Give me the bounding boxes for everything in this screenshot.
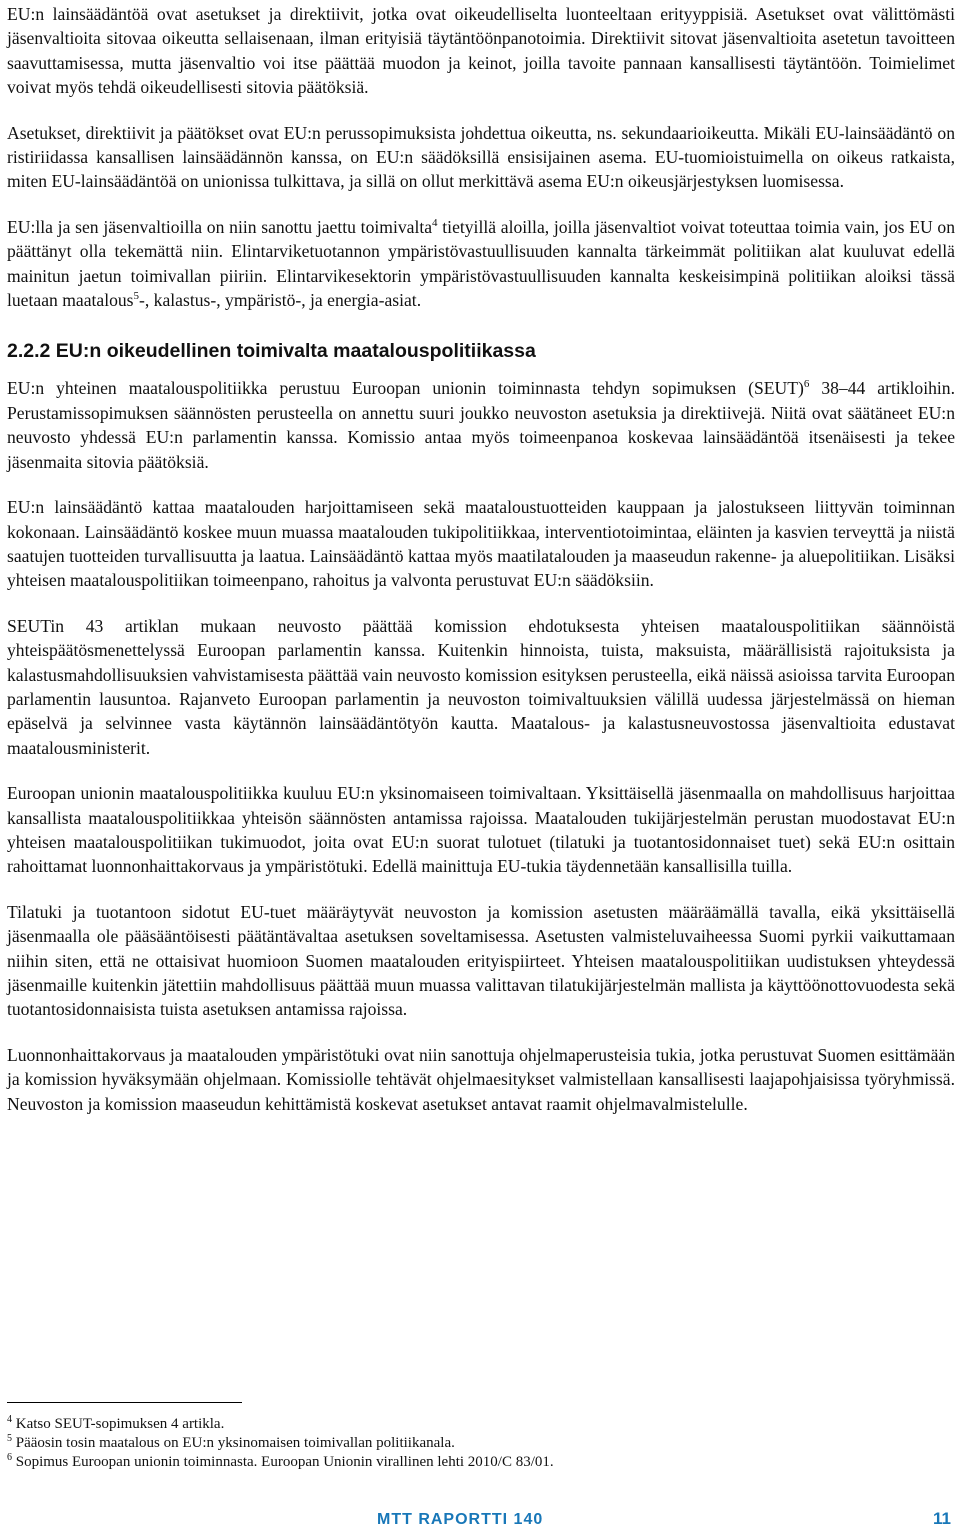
footnote-number: 4 [7, 1414, 12, 1425]
paragraph-exclusive-competence: Euroopan unionin maatalouspolitiikka kuuluu EU:n yksinomaiseen toimivaltaan. Yksittäisellä jäsenmaalla on mahdollisuus harjoittaa kansallista maatalouspolitiikkaa yhteisön säännösten antamissa rajoissa. Maatalouden tukijärjestelmän perustan muodostavat EU:n yhteisen maatalouspolitiikan tukimuodot, joita ovat EU:n suorat tulotuet (tilatuki ja tuotantosidonnaiset tuet) sekä EU:n osittain rahoittamat luonnonhaittakorvaus ja ympäristötuki. Edellä mainittuja EU-tukia täydennetään kansallisilla tuilla. [7, 783, 955, 877]
page-number: 11 [933, 1509, 951, 1528]
paragraph-direct-aid: Tilatuki ja tuotantoon sidotut EU-tuet määräytyvät neuvoston ja komission asetusten määräämällä tavalla, eikä yksittäisellä jäsenmaalla ole pääsääntöisesti päätäntävaltaa asetuksen soveltamisessa. Asetusten valmisteluvaiheessa Suomi pyrkii vaikuttamaan niihin siten, että ne ottaisivat huomioon Suomen maatalouden erityispiirteet. Yhteisen maatalouspolitiikan uudistuksen yhteydessä jäsenmaille kuitenkin jätettiin mahdollisuus päättää muun muassa valittavan tilatukijärjestelmän mallista ja käyttöönottovuodesta sekä tuotantosidonnaisista tuista asetuksen antamissa rajoissa. [7, 901, 955, 1020]
footnote-item [7, 1453, 554, 1472]
footnote-text: Katso SEUT-sopimuksen 4 artikla. [15, 1416, 225, 1432]
footnote-text: Sopimus Euroopan unionin toiminnasta. Euroopan Unionin virallinen lehti 2010/C 83/01. [15, 1454, 554, 1470]
footer-report-title: MTT RAPORTTI 140 [377, 1511, 544, 1528]
paragraph-text: EU:n yhteinen maatalouspolitiikka perustuu Euroopan unionin toiminnasta tehdyn sopimuksen (SEUT) [7, 378, 804, 399]
footnote-item [7, 1434, 554, 1453]
footnote-item [7, 1415, 554, 1434]
footnotes [7, 1415, 554, 1472]
paragraph-cap-basis [7, 376, 955, 474]
document-body [7, 0, 955, 1116]
paragraph-legislation-scope: EU:n lainsäädäntö kattaa maatalouden harjoittamiseen sekä maataloustuotteiden kauppaan ja jalostukseen liittyvän toiminnan kokonaan. Lainsäädäntö koskee muun muassa maatalouden tukipolitiikkaa, interventiotoimintaa, eläinten ja kasvien terveyttä ja niistä saatujen tuotteiden turvallisuutta ja laatua. Lainsäädäntö kattaa myös maatilatalouden ja maaseudun rakenne- ja aluepolitiikan. Lisäksi yhteisen maatalouspolitiikan toimeenpano, rahoitus ja valvonta perustuvat EU:n säädöksiin. [7, 497, 955, 591]
paragraph-text: EU:lla ja sen jäsenvaltioilla on niin sanottu jaettu toimivalta [7, 216, 433, 237]
footnote-ref-6: 6 [803, 378, 810, 391]
paragraph-secondary-law: Asetukset, direktiivit ja päätökset ovat EU:n perussopimuksista johdettua oikeutta, ns. sekundaarioikeutta. Mikäli EU-lainsäädäntö on ristiriidassa kansallisen lainsäädännön kanssa, on EU:n säädöksillä ensisijainen asema. EU-tuomioistuimella on oikeus ratkaista, miten EU-lainsäädäntöä on unionissa tulkittava, ja sillä on ollut merkittävä asema EU:n oikeusjärjestyksen luomisessa. [7, 122, 955, 192]
footnote-number: 6 [7, 1452, 12, 1463]
paragraph-programme-aid: Luonnonhaittakorvaus ja maatalouden ympäristötuki ovat niin sanottuja ohjelmaperusteisia tukia, jotka perustuvat Suomen esittämään ja komission hyväksymään ohjelmaan. Komissiolle tehtävät ohjelmaesitykset valmistellaan kansallisesti laajapohjaisissa työryhmissä. Neuvoston ja komission maaseudun kehittämistä koskevat asetukset antavat raamit ohjelmavalmistelulle. [7, 1044, 955, 1114]
paragraph-text: tietyillä aloilla, joilla jäsenvaltiot voivat toteuttaa toimia vain, jos EU on päättänyt olla tekemättä niin. Elintarviketuotannon ympäristövastuullisuuden kannalta tärkeimmät politiikan alat kuuluvat edellä mainitun jaetun toimivallan piiriin. Elintarvikesektorin ympäristövastuullisuuden kannalta keskeisimpinä politiikan aloiksi tässä luetaan maatalous [7, 216, 956, 311]
paragraph-article-43: SEUTin 43 artiklan mukaan neuvosto päättää komission ehdotuksesta yhteisen maatalouspolitiikan säännöistä yhteispäätösmenettelyssä Euroopan parlamentin kanssa. Kuitenkin hinnoista, tuista, maksuista, määrällisistä rajoituksista ja kalastusmahdollisuuksien vahvistamisesta päättää vain neuvosto komission esityksen perusteella, eikä näissä asioissa tarvita Euroopan parlamentin lausuntoa. Rajanveto Euroopan parlamentin ja neuvoston toimivaltuuksien välillä uudessa järjestelmässä on hieman epäselvä ja selvinnee vasta käytännön lainsäädäntötyön kautta. Maatalous- ja kalastusneuvostossa jäsenvaltioita edustavat maatalousministerit. [7, 615, 955, 758]
footnote-divider [7, 1402, 242, 1403]
section-heading: 2.2.2 EU:n oikeudellinen toimivalta maatalouspolitiikassa [7, 340, 536, 363]
footnote-ref-4: 4 [432, 216, 438, 229]
footnote-number: 5 [7, 1433, 12, 1444]
paragraph-shared-competence [7, 215, 955, 313]
paragraph-text: 38–44 artikloihin. Perustamissopimuksen säännösten perusteella on annettu suuri joukko neuvoston asetuksia ja direktiivejä. Niitä ovat säätäneet EU:n neuvosto yhdessä EU:n parlamentin kanssa. Komissio antaa myös toimeenpanoa koskevaa lainsäädäntöä itsenäisesti ja tekee jäsenmaita sitovia päätöksiä. [7, 378, 955, 472]
footnote-text: Pääosin tosin maatalous on EU:n yksinomaisen toimivallan politiikanala. [15, 1435, 455, 1451]
paragraph-legislation-types: EU:n lainsäädäntöä ovat asetukset ja direktiivit, jotka ovat oikeudelliselta luonteeltaan erityyppisiä. Asetukset ovat välittömästi jäsenvaltioita sitovaa oikeutta sellaisenaan, ilman erityisiä täytäntöönpanotoimia. Direktiivit sitovat jäsenvaltioita asetetun tavoitteen saavuttamisessa, mutta jäsenvaltio voi itse päättää muodon ja keinot, joilla tavoite pannaan kansallisesti täytäntöön. Toimielimet voivat myös tehdä oikeudellisesti sitovia päätöksiä. [7, 4, 955, 98]
footnote-ref-5: 5 [133, 290, 140, 303]
paragraph-text: -, kalastus-, ympäristö-, ja energia-asiat. [139, 290, 422, 311]
